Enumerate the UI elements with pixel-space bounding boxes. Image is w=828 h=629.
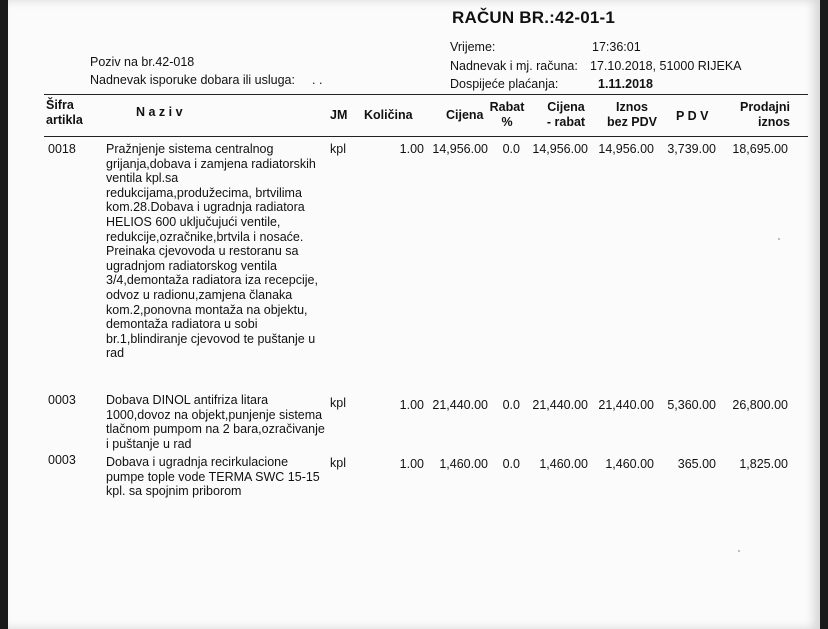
header-top-rule (44, 94, 808, 95)
col-header-vat: P D V (676, 109, 709, 123)
row1-unit: kpl (330, 142, 346, 156)
row3-code: 0003 (48, 453, 76, 467)
delivery-date-label: Nadnevak isporuke dobara ili usluga: (90, 73, 295, 87)
row3-unit: kpl (330, 456, 346, 470)
row2-qty: 1.00 (399, 398, 424, 412)
row1-description: Pražnjenje sistema centralnog grijanja,dobava i zamjena radiatorskih ventila kpl.sa redukcijama,produžecima, brtvilima kom.28.Dobava i ugradnja radiatora HELIOS 600 uključujući ventile, redukcije,ozračnike,brtvila i nosaće. Preinaka cjevovoda u restoranu sa ugradnjom radiatorskog ventila 3/4,demontaža radiatora iza recepcije, odvoz u radionu,zamjena članaka kom.2,ponovna montaža na objektu, demontaža radiatora u sobi br.1,blindiranje cjevovod te puštanje u rad (106, 142, 318, 361)
col-header-rabat: Rabat % (489, 100, 525, 129)
scan-speck (778, 238, 780, 240)
col-header-price-rabat: Cijena - rabat (546, 100, 586, 129)
col-header-unit: JM (330, 108, 348, 122)
row2-price: 21,440.00 (432, 398, 488, 412)
row2-description: Dobava DINOL antifriza litara 1000,dovoz na objekt,punjenje sistema tlačnom pumpom na 2 bara,ozračivanje i puštanje u rad (106, 393, 325, 451)
row2-vat: 5,360.00 (667, 398, 716, 412)
row3-price: 1,460.00 (439, 457, 488, 471)
col-header-code: Šifra artikla (46, 98, 83, 127)
row2-net: 21,440.00 (598, 398, 654, 412)
row2-total: 26,800.00 (732, 398, 788, 412)
row2-unit: kpl (330, 396, 346, 410)
row3-rabat: 0.0 (502, 457, 520, 471)
due-value: 1.11.2018 (598, 77, 653, 91)
col-header-total: Prodajni iznos (739, 100, 790, 129)
row3-total: 1,825.00 (739, 457, 788, 471)
col-header-price: Cijena (446, 108, 484, 122)
row3-qty: 1.00 (399, 457, 424, 471)
col-header-qty: Količina (364, 108, 413, 122)
row1-qty: 1.00 (399, 142, 424, 156)
row1-total: 18,695.00 (732, 142, 788, 156)
row3-price-rabat: 1,460.00 (539, 457, 588, 471)
row1-rabat: 0.0 (502, 142, 520, 156)
header-bottom-rule (44, 136, 808, 137)
delivery-date-value: . . (312, 73, 323, 87)
scan-speck (738, 550, 740, 552)
date-value: 17.10.2018, 51000 RIJEKA (590, 59, 742, 73)
invoice-sheet (8, 0, 820, 629)
row1-vat: 3,739.00 (667, 142, 716, 156)
date-label: Nadnevak i mj. računa: (450, 59, 578, 73)
row2-rabat: 0.0 (502, 398, 520, 412)
time-label: Vrijeme: (450, 40, 496, 54)
time-value: 17:36:01 (592, 40, 641, 54)
invoice-title: RAČUN BR.:42-01-1 (452, 8, 616, 27)
col-header-net: Iznos bez PDV (606, 100, 657, 129)
row3-net: 1,460.00 (605, 457, 654, 471)
col-header-name: N a z i v (136, 105, 183, 119)
payment-reference: Poziv na br.42-018 (90, 55, 195, 69)
row1-code: 0018 (48, 142, 76, 156)
row2-code: 0003 (48, 393, 76, 407)
row1-price: 14,956.00 (432, 142, 488, 156)
row1-price-rabat: 14,956.00 (532, 142, 588, 156)
row3-vat: 365.00 (677, 457, 716, 471)
due-label: Dospijeće plaćanja: (450, 77, 559, 91)
row1-net: 14,956.00 (598, 142, 654, 156)
row3-description: Dobava i ugradnja recirkulacione pumpe tople vode TERMA SWC 15-15 kpl. sa spojnim priborom (106, 455, 320, 499)
row2-price-rabat: 21,440.00 (532, 398, 588, 412)
